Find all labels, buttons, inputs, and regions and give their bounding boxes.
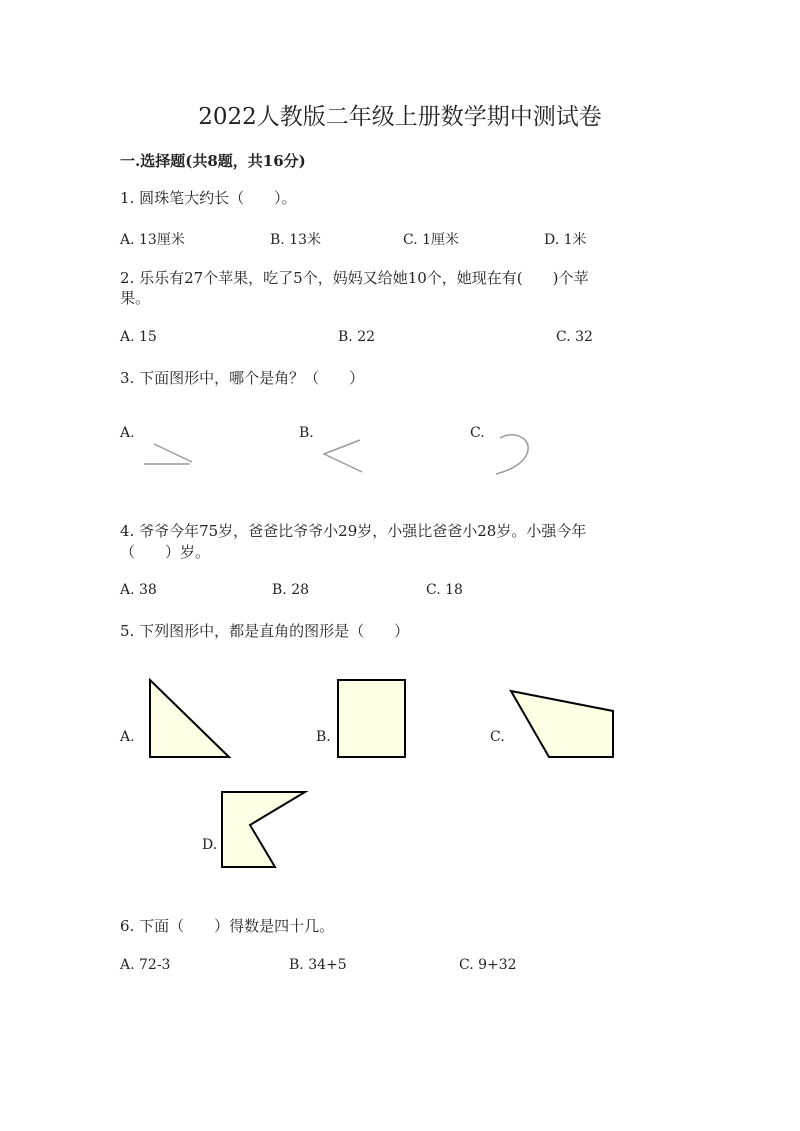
section-heading: 一.选择题(共8题，共16分) xyxy=(120,152,306,170)
q3-figure-b-angle xyxy=(318,437,368,477)
q5-figure-d-pentagon xyxy=(217,787,312,872)
q5-figure-b-rectangle xyxy=(334,677,410,762)
q6-option-b[interactable]: B. 34+5 xyxy=(289,957,347,973)
question-4-line-2: （ ）岁。 xyxy=(120,543,211,561)
q5-figure-c-trapezoid xyxy=(506,686,618,763)
q2-option-c[interactable]: C. 32 xyxy=(556,329,593,345)
q2-option-b[interactable]: B. 22 xyxy=(338,329,376,345)
q5-option-d[interactable]: D. xyxy=(202,837,218,853)
question-1: 1. 圆珠笔大约长（ ）。 xyxy=(120,189,297,207)
q1-option-b[interactable]: B. 13米 xyxy=(270,232,322,248)
page-title: 2022人教版二年级上册数学期中测试卷 xyxy=(198,104,602,130)
question-5: 5. 下列图形中，都是直角的图形是（ ） xyxy=(120,622,410,640)
q4-option-a[interactable]: A. 38 xyxy=(120,582,157,598)
q3-option-c[interactable]: C. xyxy=(470,425,485,441)
q4-option-c[interactable]: C. 18 xyxy=(426,582,463,598)
q1-option-a[interactable]: A. 13厘米 xyxy=(120,232,185,248)
q5-option-b[interactable]: B. xyxy=(316,729,331,745)
q4-option-b[interactable]: B. 28 xyxy=(272,582,310,598)
q2-option-a[interactable]: A. 15 xyxy=(120,329,157,345)
question-6: 6. 下面（ ）得数是四十几。 xyxy=(120,917,335,935)
question-3: 3. 下面图形中，哪个是角？（ ） xyxy=(120,369,365,387)
q3-option-b[interactable]: B. xyxy=(299,425,314,441)
question-2-line-2: 果。 xyxy=(120,289,151,307)
question-2-line-1: 2. 乐乐有27个苹果，吃了5个，妈妈又给她10个，她现在有( )个苹 xyxy=(120,269,589,287)
question-4-line-1: 4. 爷爷今年75岁，爸爸比爷爷小29岁，小强比爸爸小28岁。小强今年 xyxy=(120,522,587,540)
q3-figure-c-curve xyxy=(492,430,537,478)
q5-option-a[interactable]: A. xyxy=(120,729,135,745)
q1-option-d[interactable]: D. 1米 xyxy=(544,232,587,248)
q1-option-c[interactable]: C. 1厘米 xyxy=(403,232,460,248)
q5-option-c[interactable]: C. xyxy=(490,729,505,745)
q6-option-a[interactable]: A. 72-3 xyxy=(120,957,171,973)
q5-figure-a-triangle xyxy=(145,677,235,762)
q3-option-a[interactable]: A. xyxy=(120,425,135,441)
q3-figure-a-two-lines xyxy=(140,440,200,470)
q6-option-c[interactable]: C. 9+32 xyxy=(459,957,517,973)
